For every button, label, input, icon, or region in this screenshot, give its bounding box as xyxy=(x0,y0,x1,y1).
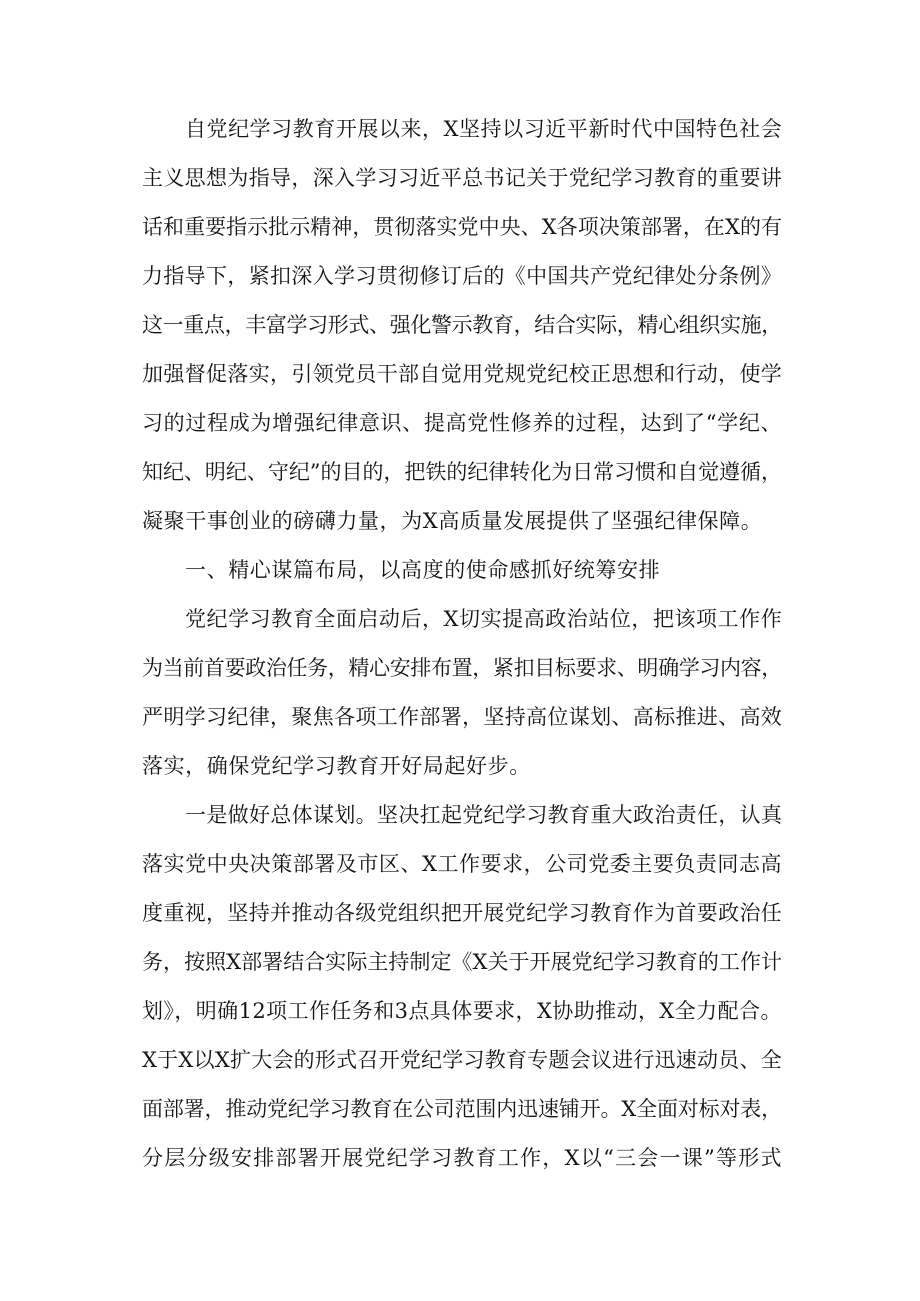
paragraph-1-line-3: 话和重要指示批示精神，贯彻落实党中央、X各项决策部署，在X的有 xyxy=(142,215,783,239)
paragraph-1-line-8: 知纪、明纪、守纪”的目的，把铁的纪律转化为日常习惯和自觉遵循， xyxy=(142,460,782,484)
paragraph-3-line-1: 一是做好总体谋划。坚决扛起党纪学习教育重大政治责任，认真 xyxy=(185,803,783,827)
paragraph-3-line-8: 分层分级安排部署开展党纪学习教育工作，X以“三会一课”等形式 xyxy=(142,1146,783,1170)
paragraph-1-line-1: 自党纪学习教育开展以来，X坚持以习近平新时代中国特色社会 xyxy=(185,117,783,141)
paragraph-1-line-5: 这一重点，丰富学习形式、强化警示教育，结合实际，精心组织实施， xyxy=(142,313,782,337)
paragraph-1-line-2: 主义思想为指导，深入学习习近平总书记关于党纪学习教育的重要讲 xyxy=(142,166,783,190)
paragraph-3-line-3: 度重视，坚持并推动各级党组织把开展党纪学习教育作为首要政治任 xyxy=(142,901,783,925)
paragraph-3-line-7: 面部署，推动党纪学习教育在公司范围内迅速铺开。X全面对标对表， xyxy=(142,1097,782,1121)
paragraph-2-line-2: 为当前首要政治任务，精心安排布置，紧扣目标要求、明确学习内容， xyxy=(142,656,782,680)
section-heading-1: 一、精心谋篇布局，以高度的使命感抓好统筹安排 xyxy=(185,558,661,582)
paragraph-2-line-3: 严明学习纪律，聚焦各项工作部署，坚持高位谋划、高标推进、高效 xyxy=(142,705,783,729)
paragraph-3-line-4: 务，按照X部署结合实际主持制定《X关于开展党纪学习教育的工作计 xyxy=(142,950,783,974)
paragraph-2-line-1: 党纪学习教育全面启动后，X切实提高政治站位，把该项工作作 xyxy=(185,607,783,631)
paragraph-1-line-4: 力指导下，紧扣深入学习贯彻修订后的《中国共产党纪律处分条例》 xyxy=(142,264,783,288)
paragraph-3-line-5: 划》，明确12项工作任务和3点具体要求，X协助推动，X全力配合。 xyxy=(142,999,782,1023)
paragraph-2-line-4: 落实，确保党纪学习教育开好局起好步。 xyxy=(142,754,531,778)
paragraph-1-line-7: 习的过程成为增强纪律意识、提高党性修养的过程，达到了“学纪、 xyxy=(142,411,783,435)
paragraph-3-line-2: 落实党中央决策部署及市区、X工作要求，公司党委主要负责同志高 xyxy=(142,852,783,876)
paragraph-3-line-6: X于X以X扩大会的形式召开党纪学习教育专题会议进行迅速动员、全 xyxy=(142,1048,782,1072)
paragraph-1-line-9: 凝聚干事创业的磅礴力量，为X高质量发展提供了坚强纪律保障。 xyxy=(142,509,763,533)
paragraph-1-line-6: 加强督促落实，引领党员干部自觉用党规党纪校正思想和行动，使学 xyxy=(142,362,783,386)
